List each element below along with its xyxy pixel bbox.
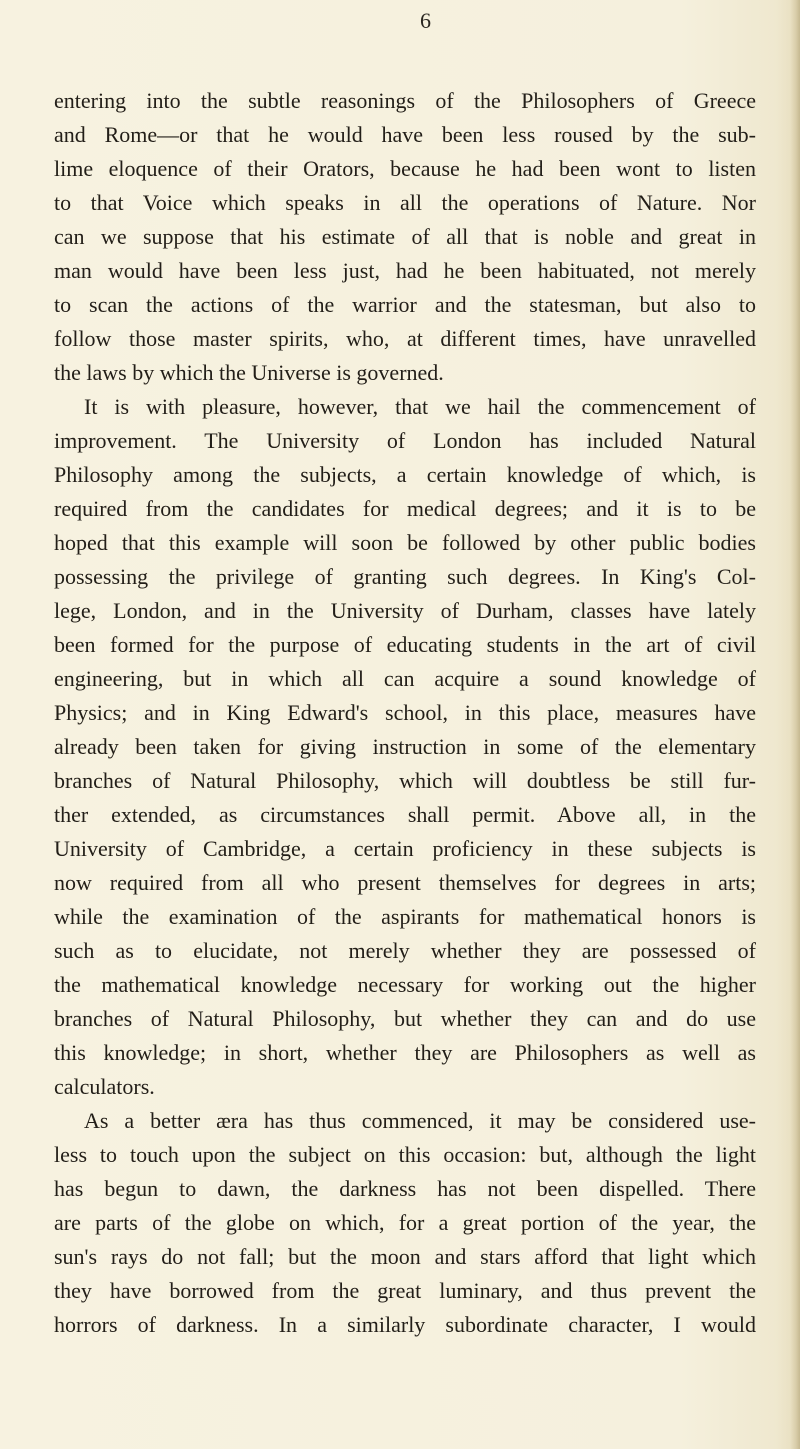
page-number: 6 xyxy=(420,8,431,33)
text-line: ther extended, as circumstances shall permit. Above all, in the xyxy=(54,802,756,827)
text-line: they have borrowed from the great luminary, and thus prevent the xyxy=(54,1278,756,1303)
text-line: lime eloquence of their Orators, because he had been wont to listen xyxy=(54,156,756,181)
text-line: hoped that this example will soon be followed by other public bodies xyxy=(54,530,756,555)
text-line: to that Voice which speaks in all the operations of Nature. Nor xyxy=(54,190,756,215)
text-line: such as to elucidate, not merely whether they are possessed of xyxy=(54,938,756,963)
text-line: Philosophy among the subjects, a certain knowledge of which, is xyxy=(54,462,756,487)
text-line: horrors of darkness. In a similarly subordinate character, I would xyxy=(54,1312,756,1337)
text-line: branches of Natural Philosophy, which will doubtless be still fur- xyxy=(54,768,756,793)
text-line: the laws by which the Universe is governed. xyxy=(54,360,444,385)
text-line: are parts of the globe on which, for a great portion of the year, the xyxy=(54,1210,756,1235)
text-line: can we suppose that his estimate of all that is noble and great in xyxy=(54,224,756,249)
text-line: sun's rays do not fall; but the moon and stars afford that light which xyxy=(54,1244,756,1269)
text-line: calculators. xyxy=(54,1074,155,1099)
text-line: this knowledge; in short, whether they are Philosophers as well as xyxy=(54,1040,756,1065)
text-line: and Rome—or that he would have been less roused by the sub- xyxy=(54,122,756,147)
text-line: improvement. The University of London has included Natural xyxy=(54,428,756,453)
text-line: It is with pleasure, however, that we hail the commencement of xyxy=(84,394,756,419)
text-line: University of Cambridge, a certain proficiency in these subjects is xyxy=(54,836,756,861)
text-line: required from the candidates for medical degrees; and it is to be xyxy=(54,496,756,521)
text-line: man would have been less just, had he been habituated, not merely xyxy=(54,258,756,283)
text-line: has begun to dawn, the darkness has not been dispelled. There xyxy=(54,1176,756,1201)
text-line: possessing the privilege of granting such degrees. In King's Col- xyxy=(54,564,756,589)
text-line: less to touch upon the subject on this occasion: but, although the light xyxy=(54,1142,756,1167)
text-line: entering into the subtle reasonings of the Philosophers of Greece xyxy=(54,88,756,113)
text-line: now required from all who present themselves for degrees in arts; xyxy=(54,870,756,895)
text-line: Physics; and in King Edward's school, in this place, measures have xyxy=(54,700,756,725)
text-line: already been taken for giving instruction in some of the elementary xyxy=(54,734,756,759)
text-line: the mathematical knowledge necessary for working out the higher xyxy=(54,972,756,997)
text-line: branches of Natural Philosophy, but whether they can and do use xyxy=(54,1006,756,1031)
text-line: to scan the actions of the warrior and the statesman, but also to xyxy=(54,292,756,317)
text-line: lege, London, and in the University of Durham, classes have lately xyxy=(54,598,756,623)
text-line: while the examination of the aspirants for mathematical honors is xyxy=(54,904,756,929)
text-line: engineering, but in which all can acquire a sound knowledge of xyxy=(54,666,756,691)
text-line: As a better æra has thus commenced, it may be considered use- xyxy=(84,1108,756,1133)
text-line: been formed for the purpose of educating students in the art of civil xyxy=(54,632,756,657)
text-line: follow those master spirits, who, at different times, have unravelled xyxy=(54,326,756,351)
